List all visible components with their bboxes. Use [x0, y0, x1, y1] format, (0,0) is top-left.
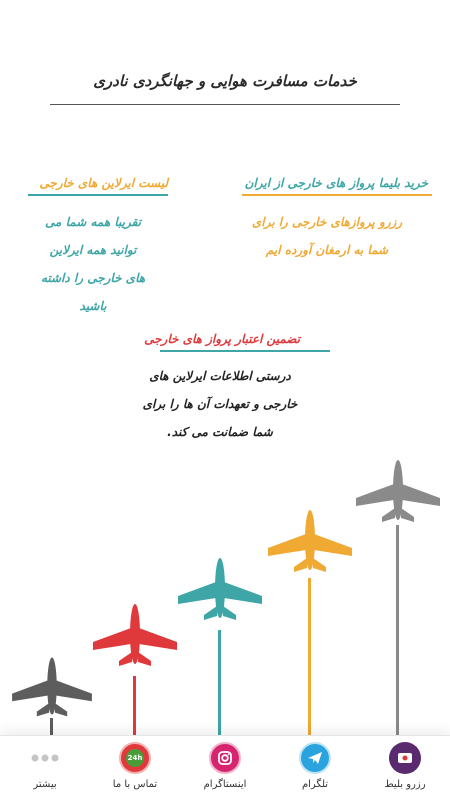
telegram-icon: [299, 742, 331, 774]
airplane-icon: [356, 460, 440, 522]
ticket-booking-icon: [389, 742, 421, 774]
text-line: رزرو پروازهای خارجی را برای: [251, 215, 403, 229]
nav-item-more[interactable]: [0, 736, 90, 800]
nav-label: بیشتر: [33, 779, 57, 790]
buy-tickets-heading: خرید بلیما پرواز های خارجی از ایران: [244, 176, 428, 190]
trail-line: [396, 525, 399, 738]
nav-item-contact[interactable]: [90, 736, 180, 800]
text-line: باشید: [79, 299, 107, 313]
bottom-nav: [0, 735, 450, 800]
trail-line: [218, 630, 221, 738]
text-line: شما ضمانت می کند.: [167, 425, 273, 439]
text-line: توانید همه ایرلاین: [49, 243, 137, 257]
text-line: درستی اطلاعات ایرلاین های: [149, 369, 291, 383]
text-line: تقریبا همه شما می: [45, 215, 141, 229]
nav-label: رزرو بلیط: [384, 779, 426, 790]
nav-item-instagram[interactable]: [180, 736, 270, 800]
more-dots-icon: [29, 742, 61, 774]
nav-label: تماس با ما: [112, 779, 158, 790]
page-title: خدمات مسافرت هوایی و جهانگردی نادری: [93, 72, 357, 90]
text-line: شما به ارمغان آورده ایم: [265, 243, 389, 257]
nav-item-ticket-booking[interactable]: [360, 736, 450, 800]
trail-line: [133, 676, 136, 738]
trail-line: [308, 578, 311, 738]
airplane-icon: [268, 510, 352, 572]
nav-item-telegram[interactable]: [270, 736, 360, 800]
phone-24h-icon: 24h: [119, 742, 151, 774]
nav-label: اینستاگرام: [203, 779, 247, 790]
nav-label: تلگرام: [301, 779, 329, 790]
airplane-icon: [12, 658, 92, 717]
instagram-icon: [209, 742, 241, 774]
airlines-heading: لیست ایرلاین های خارجی: [39, 176, 168, 190]
text-line: خارجی و تعهدات آن ها را برای: [142, 397, 298, 411]
airplane-icon: [178, 558, 262, 620]
guarantee-heading: تضمین اعتبار پرواز های خارجی: [144, 332, 300, 346]
airplane-icon: [93, 604, 177, 666]
text-line: های خارجی را داشته: [40, 271, 146, 285]
